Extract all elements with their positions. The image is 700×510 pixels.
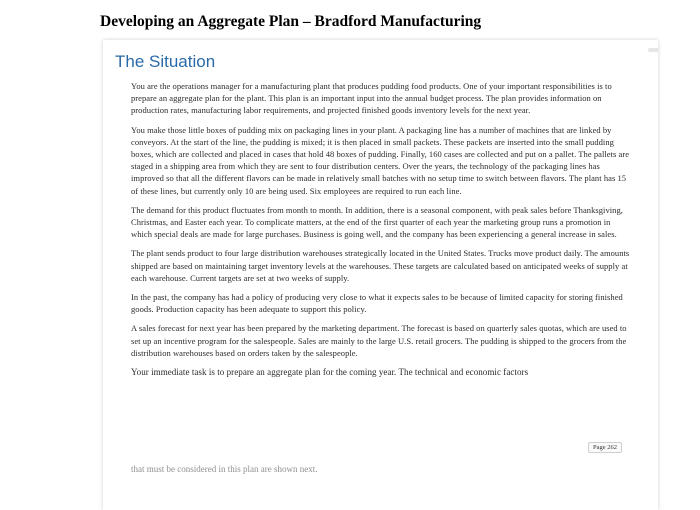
page-corner-tab [648,48,658,52]
cut-off-text-line: that must be considered in this plan are shown next. [131,464,318,474]
paragraph-demand: The demand for this product fluctuates from month to month. In addition, there is a seasonal component, with peak sales before Thanksgiving, Christmas, and Easter each year. To complicate matters, at the end of the first quarter of each year the marketing group runs a promotion in which special deals are made for large purchases. Business is going well, and the company has been experiencing a general increase in sales. [131,204,623,240]
paragraph-forecast: A sales forecast for next year has been prepared by the marketing department. The forecast is based on quarterly sales quotas, which are used to set up an incentive program for the salespeople. Sales are mainly to the large U.S. retail grocers. The pudding is shipped to the grocers from the distribution warehouses based on orders taken by the salespeople. [131,323,627,358]
book-page [103,40,658,510]
paragraph-distribution: The plant sends product to four large distribution warehouses strategically located in the United States. Trucks move product daily. The amounts shipped are based on maintaining target inventory levels at the warehouses. These targets are calculated based on anticipated weeks of supply at each warehouse. Current targets are set at two weeks of supply. [131,248,630,283]
document-title: Developing an Aggregate Plan – Bradford Manufacturing [100,13,482,30]
paragraph-intro: You are the operations manager for a manufacturing plant that produces pudding food products. One of your important responsibilities is to prepare an aggregate plan for the plant. This plan is an important input into the annual budget process. The plan provides information on production rates, manufacturing labor requirements, and projected finished goods inventory levels for the next year. [131,81,612,116]
paragraph-packaging-lines: You make those little boxes of pudding mix on packaging lines in your plant. A packaging line has a number of machines that are linked by conveyors. At the start of the line, the pudding is mixed; it is then placed in small packets. These packets are inserted into the small pudding boxes, which are collected and placed in cases that hold 48 boxes of pudding. Finally, 160 cases are collected and put on a pallet. The pallets are staged in a shipping area from which they are sent to four distribution centers. Over the years, the technology of the packaging lines has improved so that all the different flavors can be made in relatively small batches with no setup time to switch between flavors. The plant has 15 of these lines, but currently only 10 are being used. Six employees are required to run each line. [131,124,630,196]
paragraph-task: Your immediate task is to prepare an aggregate plan for the coming year. The technical and economic factors [131,367,529,378]
body-text [131,80,631,385]
page-number-badge: Page 262 [588,442,622,453]
paragraph-policy: In the past, the company has had a policy of producing very close to what it expects sales to be because of limited capacity for storing finished goods. Production capacity has been adequate to support this policy. [131,292,623,315]
section-heading: The Situation [115,52,216,71]
